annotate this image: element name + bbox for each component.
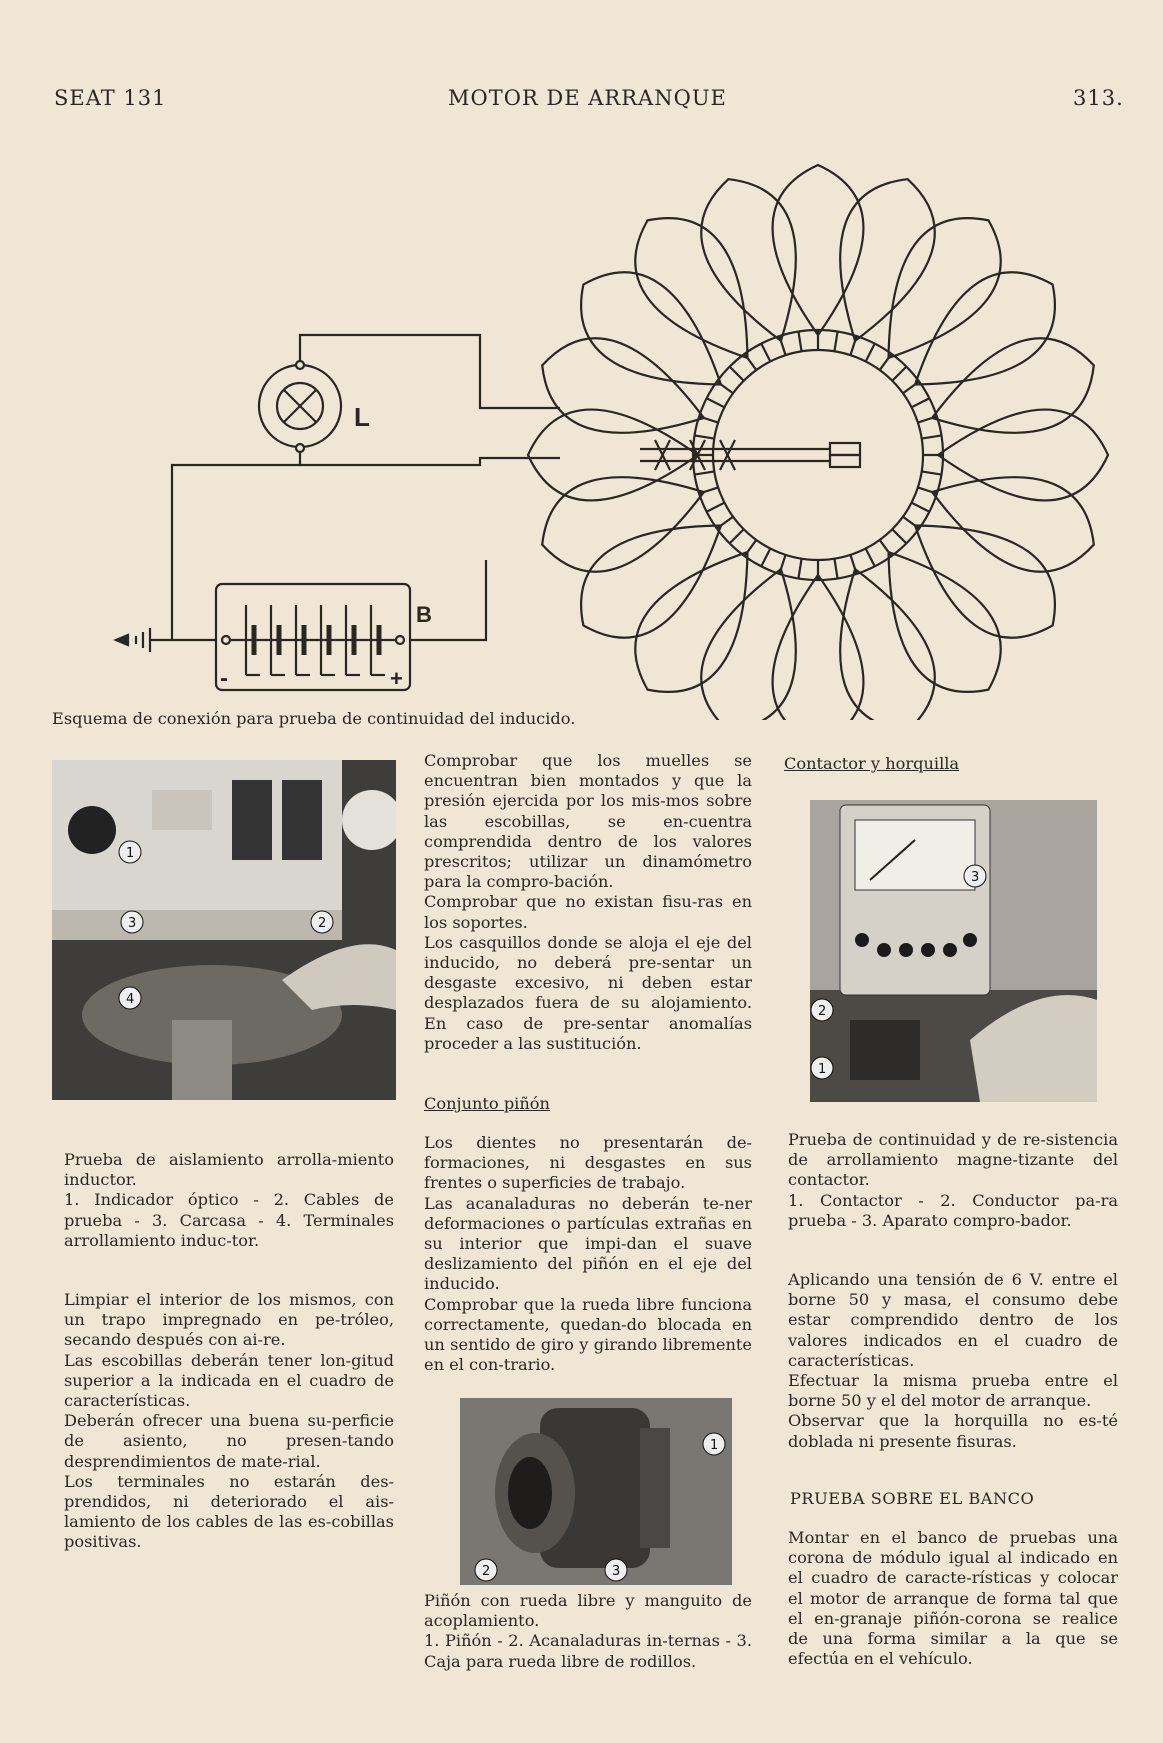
header-left: SEAT 131 bbox=[54, 86, 167, 110]
section-heading-pinion: Conjunto piñón bbox=[424, 1094, 550, 1113]
fig1-callout-2: 2 bbox=[318, 916, 327, 931]
armature-winding-drawing bbox=[528, 165, 1108, 720]
fig2-callout-2: 2 bbox=[482, 1564, 491, 1579]
section-heading-contactor: Contactor y horquilla bbox=[784, 754, 960, 773]
section-heading-bench-test: PRUEBA SOBRE EL BANCO bbox=[790, 1489, 1035, 1508]
pinion-photo bbox=[460, 1398, 732, 1585]
circuit-diagram bbox=[0, 0, 1163, 720]
fig3-callout-2: 2 bbox=[818, 1004, 827, 1019]
battery-plus-label: + bbox=[390, 666, 403, 691]
lamp-label: L bbox=[354, 402, 370, 432]
fig1-callout-1: 1 bbox=[126, 846, 135, 861]
contactor-test-photo bbox=[810, 800, 1097, 1102]
test-bench-photo bbox=[52, 760, 396, 1100]
column3-body-bench: Montar en el banco de pruebas una corona de módulo igual al indicado en el cuadro de caracte-rísticas y colocar el motor de arranque de forma tal que el en-granaje piñón-corona se realice de una forma similar a la que se efectúa en el vehículo. bbox=[788, 1528, 1118, 1669]
fig3-callout-3: 3 bbox=[971, 870, 980, 885]
fig3-caption: Prueba de continuidad y de re-sistencia de arrollamiento magne-tizante del contactor. 1. Contactor - 2. Conductor pa-ra prueba - 3. Aparato compro-bador. bbox=[788, 1130, 1118, 1230]
fig2-caption: Piñón con rueda libre y manguito de acoplamiento. 1. Piñón - 2. Acanaladuras in-ternas - 3. Caja para rueda libre de rodillos. bbox=[424, 1591, 752, 1671]
fig1-caption: Prueba de aislamiento arrolla-miento inductor. 1. Indicador óptico - 2. Cables de prueba - 3. Carcasa - 4. Terminales arrollamiento induc-tor. bbox=[64, 1150, 394, 1250]
header-title: MOTOR DE ARRANQUE bbox=[448, 86, 727, 110]
fig2-callout-1: 1 bbox=[710, 1438, 719, 1453]
page-number: 313. bbox=[1073, 86, 1124, 110]
column2-body: Comprobar que los muelles se encuentran bien montados y que la presión ejercida por los mis-mos sobre las escobillas, se en-cuentra comprendida dentro de los valores prescritos; utilizar un dinamómetro para la compro-bación. Comprobar que no existan fisu-ras en los soportes. Los casquillos donde se aloja el eje del inducido, no deberá pre-sentar un desgaste excesivo, ni deben estar desplazados fuera de su alojamiento. En caso de pre-sentar anomalías proceder a las sustitución. bbox=[424, 751, 752, 1053]
fig1-callout-3: 3 bbox=[128, 916, 137, 931]
fig3-callout-1: 1 bbox=[818, 1062, 827, 1077]
fig1-callout-4: 4 bbox=[126, 992, 135, 1007]
fig2-callout-3: 3 bbox=[612, 1564, 621, 1579]
battery-cells bbox=[226, 605, 400, 675]
diagram-caption: Esquema de conexión para prueba de continuidad del inducido. bbox=[52, 709, 576, 728]
column1-body: Limpiar el interior de los mismos, con un trapo impregnado en pe-tróleo, secando después con ai-re. Las escobillas deberán tener lon-gitud superior a la indicada en el cuadro de características. Deberán ofrecer una buena su-perficie de asiento, no presen-tando desprendimientos de mate-rial. Los terminales no estarán des-prendidos, ni deteriorado el ais-lamiento de los cables de las es-cobillas positivas. bbox=[64, 1290, 394, 1552]
column2-body-pinion: Los dientes no presentarán de-formaciones, ni desgastes en sus frentes o superficies de trabajo. Las acanaladuras no deberán te-ner deformaciones o partículas extrañas en su interior que impi-dan el suave deslizamiento del piñón en el eje del inducido. Comprobar que la rueda libre funciona correctamente, quedan-do blocada en un sentido de giro y girando libremente en el con-trario. bbox=[424, 1133, 752, 1375]
battery-label: B bbox=[416, 602, 432, 627]
column3-body: Aplicando una tensión de 6 V. entre el borne 50 y masa, el consumo debe estar comprendido dentro de los valores indicados en el cuadro de características. Efectuar la misma prueba entre el borne 50 y el del motor de arranque. Observar que la horquilla no es-té doblada ni presente fisuras. bbox=[788, 1270, 1118, 1451]
battery-minus-label: - bbox=[220, 665, 228, 692]
